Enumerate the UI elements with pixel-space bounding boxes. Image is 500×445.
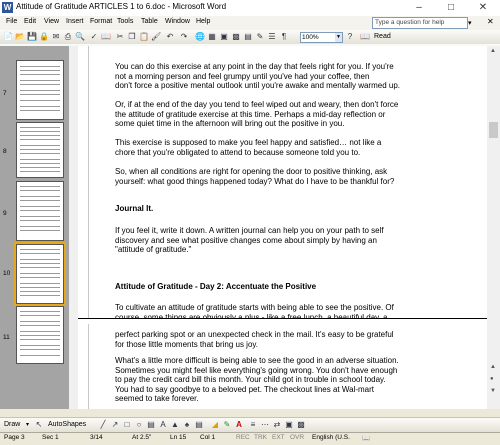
menu-view[interactable]: View (44, 18, 60, 25)
paragraph: perfect parking spot or an unexpected check in the mail. It's easy to be grateful for those little moments that bring us joy. (115, 330, 394, 349)
text-box-icon[interactable]: ▤ (147, 420, 155, 429)
status-ovr[interactable]: OVR (290, 434, 305, 441)
zoom-select[interactable]: 100% ▼ (300, 32, 343, 43)
hyperlink-icon[interactable]: 🌐 (195, 32, 205, 41)
insert-table-icon[interactable]: ▣ (220, 32, 228, 41)
spelling-icon[interactable]: ✓ (90, 32, 98, 41)
rectangle-icon[interactable]: □ (124, 420, 130, 429)
paragraph: You can do this exercise at any point in the day that feels right for you. If you're not a morning person and feel grumpy until you've had your coffee, then don't force a positive mental outlook until you're awake and mentally warmed up. (115, 62, 400, 91)
drawing-icon[interactable]: ✎ (256, 32, 264, 41)
status-page: Page 3 (4, 434, 25, 441)
page-thumbnail[interactable] (16, 306, 64, 364)
heading-journal: Journal It. (115, 204, 154, 213)
format-painter-icon[interactable]: 🖌 (151, 32, 162, 41)
status-page-count: 3/14 (90, 434, 103, 441)
status-at: At 2.5" (132, 434, 152, 441)
menu-window[interactable]: Window (165, 18, 190, 25)
thumbnail-page-number: 8 (3, 148, 7, 155)
copy-icon[interactable]: ❐ (128, 32, 136, 41)
autoshapes-menu[interactable]: AutoShapes (48, 421, 87, 428)
read-button[interactable]: Read (374, 33, 391, 40)
status-column: Col 1 (200, 434, 216, 441)
columns-icon[interactable]: ▤ (244, 32, 252, 41)
drawing-toolbar (0, 417, 500, 432)
menu-help[interactable]: Help (196, 18, 211, 25)
redo-icon[interactable]: ↷ (180, 32, 188, 41)
arrow-icon[interactable]: ↗ (111, 420, 119, 429)
page-thumbnail-selected[interactable] (16, 244, 64, 304)
status-trk[interactable]: TRK (254, 434, 267, 441)
status-language: English (U.S. (312, 434, 350, 441)
open-icon[interactable]: 📂 (15, 32, 25, 41)
insert-excel-icon[interactable]: ▩ (232, 32, 240, 41)
status-bar (0, 432, 500, 445)
draw-menu[interactable]: Draw (4, 421, 21, 428)
scroll-up-icon[interactable]: ▲ (490, 364, 496, 370)
clip-art-icon[interactable]: ♠ (184, 420, 190, 429)
maximize-button[interactable]: □ (447, 2, 455, 13)
thumbnail-page-number: 9 (3, 210, 7, 217)
research-icon[interactable]: 📖 (101, 32, 111, 41)
page-thumbnail[interactable] (16, 122, 64, 178)
thumbnail-page-number: 10 (3, 270, 11, 277)
thumbnails-scrollbar[interactable] (69, 46, 78, 409)
help-icon[interactable]: ? (347, 32, 353, 41)
thumbnail-page-number: 7 (3, 90, 7, 97)
select-browse-object-icon[interactable]: ● (490, 376, 494, 382)
font-color-icon[interactable]: A (236, 420, 242, 429)
status-line: Ln 15 (170, 434, 187, 441)
select-objects-icon[interactable]: ↖ (35, 420, 43, 429)
3d-style-icon[interactable]: ▩ (297, 420, 305, 429)
heading-day-2: Attitude of Gratitude - Day 2: Accentuate the Positive (115, 282, 317, 291)
read-mode-icon[interactable]: 📖 (360, 32, 370, 41)
status-ext[interactable]: EXT (272, 434, 285, 441)
thumbnail-page-number: 11 (3, 334, 10, 341)
margin-guide (88, 46, 89, 409)
paragraph: This exercise is supposed to make you feel happy and satisfied… not like a chore that you're obligated to attend to because someone told you to. (115, 138, 382, 157)
save-icon[interactable]: 💾 (27, 32, 37, 41)
arrow-style-icon[interactable]: ⇄ (273, 420, 281, 429)
line-color-icon[interactable]: ✎ (223, 420, 231, 429)
title-bar (0, 0, 500, 17)
status-section: Sec 1 (42, 434, 59, 441)
standard-toolbar (0, 30, 500, 45)
scroll-up-icon[interactable]: ▲ (490, 48, 496, 54)
vertical-scrollbar[interactable] (487, 46, 500, 409)
close-button[interactable]: ✕ (478, 2, 488, 13)
print-preview-icon[interactable]: 🔍 (75, 32, 85, 41)
document-close-icon[interactable]: ✕ (487, 17, 494, 26)
dash-style-icon[interactable]: ⋯ (261, 420, 269, 429)
shadow-icon[interactable]: ▣ (285, 420, 293, 429)
menu-edit[interactable]: Edit (24, 18, 37, 25)
word-app-icon[interactable]: W (3, 3, 12, 12)
page-break-line (78, 318, 487, 324)
window-title: Attitude of Gratitude ARTICLES 1 to 6.doc - Microsoft Word (16, 2, 227, 11)
tables-borders-icon[interactable]: ▦ (208, 32, 216, 41)
document-map-icon[interactable]: ☰ (268, 32, 276, 41)
email-icon[interactable]: ✉ (52, 32, 60, 41)
menu-tools[interactable]: Tools (117, 18, 134, 25)
help-search-input[interactable]: Type a question for help (372, 17, 468, 29)
paragraph: Or, if at the end of the day you tend to feel wiped out and weary, then don't force the attitude of gratitude exercise at this time. Perhaps a mid-day reflection or some quiet time in the afternoon will bring out the positive in you. (115, 100, 399, 129)
permission-icon[interactable]: 🔒 (39, 32, 49, 41)
fill-color-icon[interactable]: ◢ (211, 420, 219, 429)
oval-icon[interactable]: ○ (136, 420, 142, 429)
menu-insert[interactable]: Insert (66, 18, 84, 25)
scrollbar-thumb[interactable] (489, 122, 498, 138)
menu-file[interactable]: File (6, 18, 18, 25)
status-rec[interactable]: REC (236, 434, 250, 441)
minimize-button[interactable]: – (416, 2, 422, 13)
page-thumbnail[interactable] (16, 60, 64, 120)
line-icon[interactable]: ╱ (100, 420, 106, 429)
line-style-icon[interactable]: ≡ (250, 420, 256, 429)
show-hide-icon[interactable]: ¶ (281, 32, 287, 41)
diagram-icon[interactable]: ▲ (171, 420, 179, 429)
paragraph: If you feel it, write it down. A written journal can help you on your path to self discovery and see what positive changes come about simply by having an "attitude of gratitude." (115, 226, 384, 255)
spelling-status-icon[interactable]: 📖 (362, 435, 371, 442)
paragraph: To cultivate an attitude of gratitude starts with being able to see the positive. Of (115, 303, 394, 312)
wordart-icon[interactable]: A (160, 420, 166, 429)
menu-table[interactable]: Table (141, 18, 158, 25)
insert-picture-icon[interactable]: ▤ (195, 420, 203, 429)
undo-icon[interactable]: ↶ (166, 32, 174, 41)
paste-icon[interactable]: 📋 (139, 32, 149, 41)
scroll-down-icon[interactable]: ▼ (490, 388, 496, 394)
draw-dropdown-icon[interactable]: ▾ (26, 422, 30, 428)
print-icon[interactable]: ⎙ (64, 32, 72, 41)
cut-icon[interactable]: ✂ (116, 32, 124, 41)
menu-format[interactable]: Format (90, 18, 113, 25)
paragraph: What's a little more difficult is being able to see the good in an adverse situation. Sometimes you might feel like everything's going wrong. You don't have enough to pay the credit card bill this month. Your child got in trouble in school today. You had to say goodbye to a beloved pet. The checkout lines at Wal-mart seemed to take forever. (115, 356, 399, 404)
page-thumbnail[interactable] (16, 181, 64, 241)
help-dropdown-icon[interactable]: ▾ (468, 20, 472, 27)
new-document-icon[interactable]: 📄 (3, 32, 13, 41)
paragraph: So, when all conditions are right for opening the door to positive thinking, ask yourself: what good things happened today? What do I have to be thankful for? (115, 167, 395, 186)
